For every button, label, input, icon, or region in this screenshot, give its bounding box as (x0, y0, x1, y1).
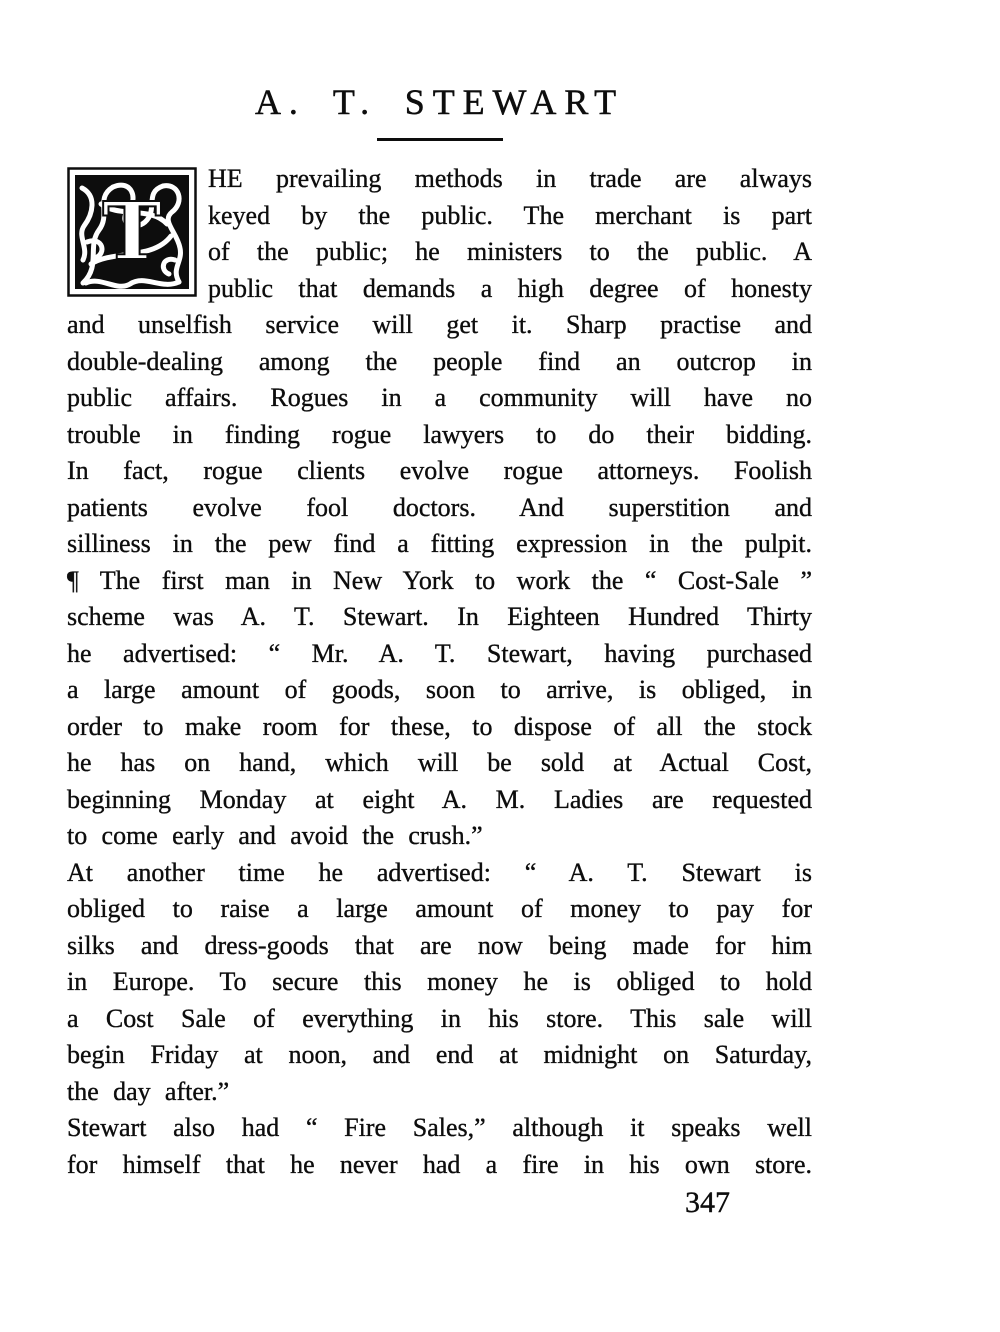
paragraph (67, 563, 812, 855)
text-line: of the public; he ministers to the public. A (208, 237, 812, 266)
page-title: A. T. STEWART (254, 82, 625, 122)
text-line: beginning Monday at eight A. M. Ladies are requested (67, 784, 812, 814)
text-line: the day after.” (67, 1076, 230, 1106)
text-line: silks and dress-goods that are now being made for him (67, 930, 812, 960)
text-line: public that demands a high degree of honesty (208, 273, 812, 303)
body-text (67, 161, 812, 1183)
text-line: obliged to raise a large amount of money to pay for (67, 894, 812, 923)
text-line: In fact, rogue clients evolve rogue attorneys. Foolish (67, 456, 812, 485)
drop-cap-letter: T (102, 184, 162, 278)
paragraph (67, 1110, 812, 1183)
text-line: double-dealing among the people find an outcrop in (67, 346, 812, 376)
text-column (67, 0, 812, 1221)
text-line: Stewart also had “ Fire Sales,” although it speaks well (67, 1113, 812, 1142)
text-line: for himself that he never had a fire in his own store. (67, 1149, 812, 1179)
text-line: keyed by the public. The merchant is part (208, 200, 812, 230)
title-divider (377, 138, 503, 141)
text-line: a Cost Sale of everything in his store. This sale will (67, 1003, 812, 1033)
text-line: order to make room for these, to dispose of all the stock (67, 711, 812, 741)
paragraph (67, 855, 812, 1111)
text-line: patients evolve fool doctors. And superstition and (67, 492, 812, 522)
text-line: trouble in finding rogue lawyers to do their bidding. (67, 419, 812, 449)
drop-cap-initial (67, 166, 198, 298)
text-line: a large amount of goods, soon to arrive, is obliged, in (67, 675, 812, 704)
text-line: ¶ The first man in New York to work the “ Cost-Sale ” (67, 565, 812, 595)
text-line: and unselfish service will get it. Sharp practise and (67, 310, 812, 339)
text-line: to come early and avoid the crush.” (67, 821, 483, 850)
drop-cap-ornament-icon (67, 166, 198, 298)
text-line: At another time he advertised: “ A. T. Stewart is (67, 857, 812, 887)
text-line: scheme was A. T. Stewart. In Eighteen Hundred Thirty (67, 602, 812, 631)
text-line: in Europe. To secure this money he is obliged to hold (67, 967, 812, 996)
text-line: he advertised: “ Mr. A. T. Stewart, having purchased (67, 638, 812, 668)
text-line: HE prevailing methods in trade are always (208, 164, 812, 193)
text-line: begin Friday at noon, and end at midnight on Saturday, (67, 1040, 812, 1069)
text-line: public affairs. Rogues in a community will have no (67, 383, 812, 412)
paragraph (67, 161, 812, 563)
text-line: he has on hand, which will be sold at Actual Cost, (67, 748, 812, 777)
page-number: 347 (685, 1186, 730, 1219)
text-line: silliness in the pew find a fitting expression in the pulpit. (67, 529, 812, 558)
